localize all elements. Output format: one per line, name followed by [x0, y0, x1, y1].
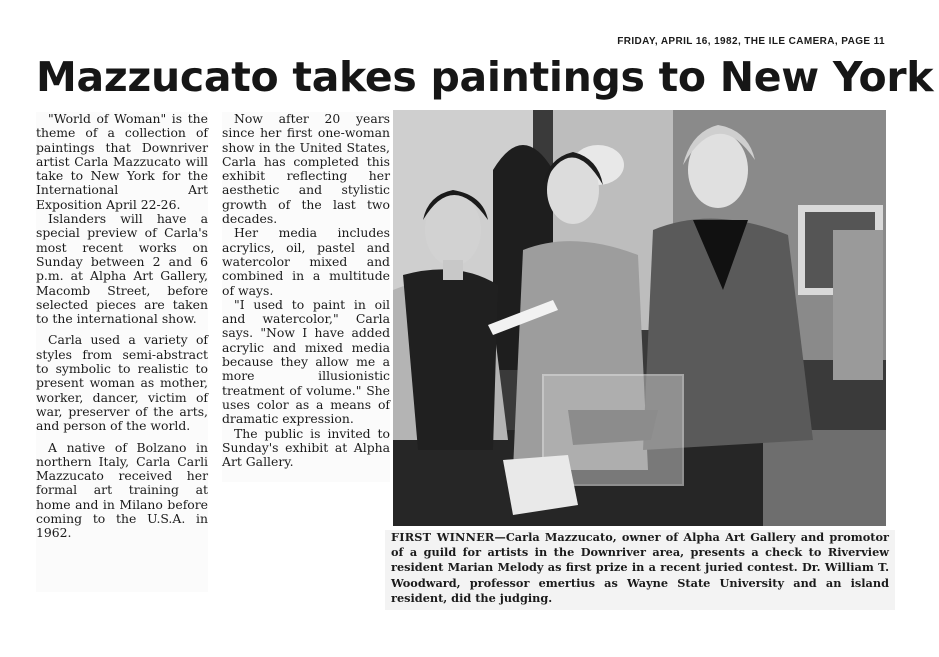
- paragraph: Islanders will have a special preview of Carla's most recent works on Sunday between 2 and 6 p.m. at Alpha Art Gallery, Macomb Street, before selected pieces are taken to the international show.: [36, 211, 208, 327]
- article-column-2: [222, 112, 390, 482]
- paragraph: Now after 20 years since her first one-woman show in the United States, Carla has completed this exhibit reflecting her aesthetic and stylistic growth of the last two decades.: [222, 111, 390, 227]
- headline: Mazzucato takes paintings to New York: [36, 53, 934, 101]
- paragraph: "World of Woman" is the theme of a collection of paintings that Downriver artist Carla Mazzucato will take to New York for the International Art Exposition April 22-26.: [36, 111, 208, 212]
- dateline: FRIDAY, APRIL 16, 1982, THE ILE CAMERA, PAGE 11: [617, 36, 885, 47]
- news-photo: [393, 110, 886, 526]
- paragraph: A native of Bolzano in northern Italy, Carla Carli Mazzucato received her formal art training at home and in Milano before coming to the U.S.A. in 1962.: [36, 439, 208, 541]
- paragraph: "I used to paint in oil and watercolor," Carla says. "Now I have added acrylic and mixed media because they allow me a more illusionistic treatment of volume." She uses color as a means of dramatic expression.: [222, 296, 390, 427]
- photo-caption: [385, 530, 895, 610]
- caption-text: —Carla Mazzucato, owner of Alpha Art Gallery and promotor of a guild for artists in the Downriver area, presents a check to Riverview resident Marian Melody as first prize in a recent juried contest. Dr. William T. Woodward, professor emertius as Wayne State University and an island resident, did the judging.: [391, 530, 889, 605]
- paragraph: The public is invited to Sunday's exhibit at Alpha Art Gallery.: [222, 425, 390, 470]
- caption-lead: FIRST WINNER: [391, 530, 495, 544]
- paragraph: Carla used a variety of styles from semi-abstract to symbolic to realistic to present woman as mother, worker, dancer, victim of war, preserver of the arts, and person of the world.: [36, 332, 208, 434]
- article-column-1: [36, 112, 208, 592]
- paragraph: Her media includes acrylics, oil, pastel and watercolor mixed and combined in a multitude of ways.: [222, 225, 390, 298]
